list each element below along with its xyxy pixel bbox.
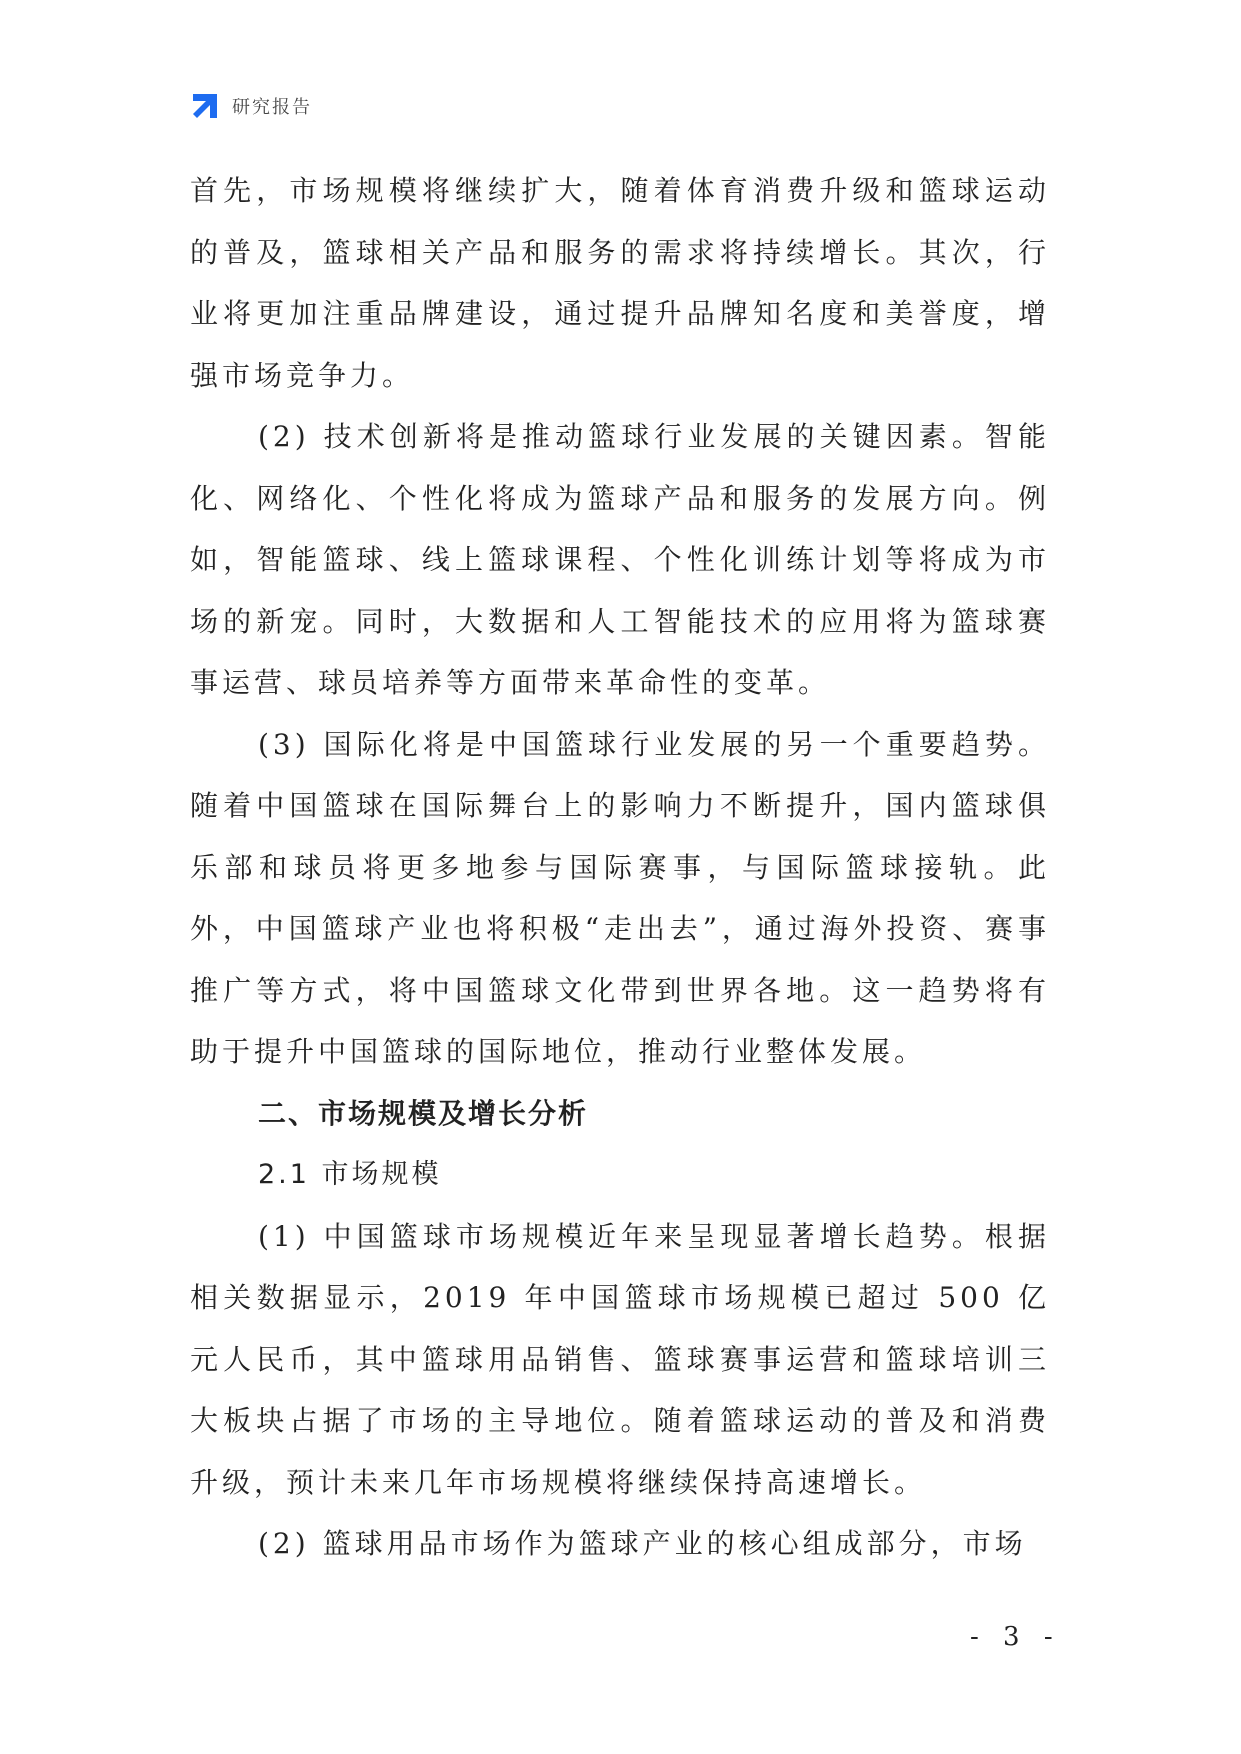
paragraph-tech-innovation: (2) 技术创新将是推动篮球行业发展的关键因素。智能化、网络化、个性化将成为篮球产品和服务的发展方向。例如，智能篮球、线上篮球课程、个性化训练计划等将成为市场的新宠。同时，大数据和人工智能技术的应用将为篮球赛事运营、球员培养等方面带来革命性的变革。 — [190, 420, 1050, 699]
subsection-heading: 2.1 市场规模 — [258, 1159, 442, 1190]
paragraph-market-expansion: 首先，市场规模将继续扩大，随着体育消费升级和篮球运动的普及，篮球相关产品和服务的需求将持续增长。其次，行业将更加注重品牌建设，通过提升品牌知名度和美誉度，增强市场竞争力。 — [190, 174, 1050, 392]
paragraph-equipment-market: (2) 篮球用品市场作为篮球产业的核心组成部分，市场 — [258, 1527, 1027, 1560]
section-heading: 二、市场规模及增长分析 — [258, 1096, 589, 1130]
document-body — [190, 160, 1050, 1575]
paragraph-market-size: (1) 中国篮球市场规模近年来呈现显著增长趋势。根据相关数据显示，2019 年中国篮球市场规模已超过 500 亿元人民币，其中篮球用品销售、篮球赛事运营和篮球培训三大板块占据了市场的主导地位。随着篮球运动的普及和消费升级，预计未来几年市场规模将继续保持高速增长。 — [190, 1219, 1050, 1499]
paragraph-internationalization: (3) 国际化将是中国篮球行业发展的另一个重要趋势。随着中国篮球在国际舞台上的影响力不断提升，国内篮球俱乐部和球员将更多地参与国际赛事，与国际篮球接轨。此外，中国篮球产业也将积极“走出去”，通过海外投资、赛事推广等方式，将中国篮球文化带到世界各地。这一趋势将有助于提升中国篮球的国际地位，推动行业整体发展。 — [190, 727, 1050, 1068]
arrow-up-right-icon — [190, 91, 220, 121]
report-header — [190, 88, 312, 124]
header-title: 研究报告 — [232, 97, 312, 118]
page-number: - 3 - — [970, 1622, 1061, 1652]
